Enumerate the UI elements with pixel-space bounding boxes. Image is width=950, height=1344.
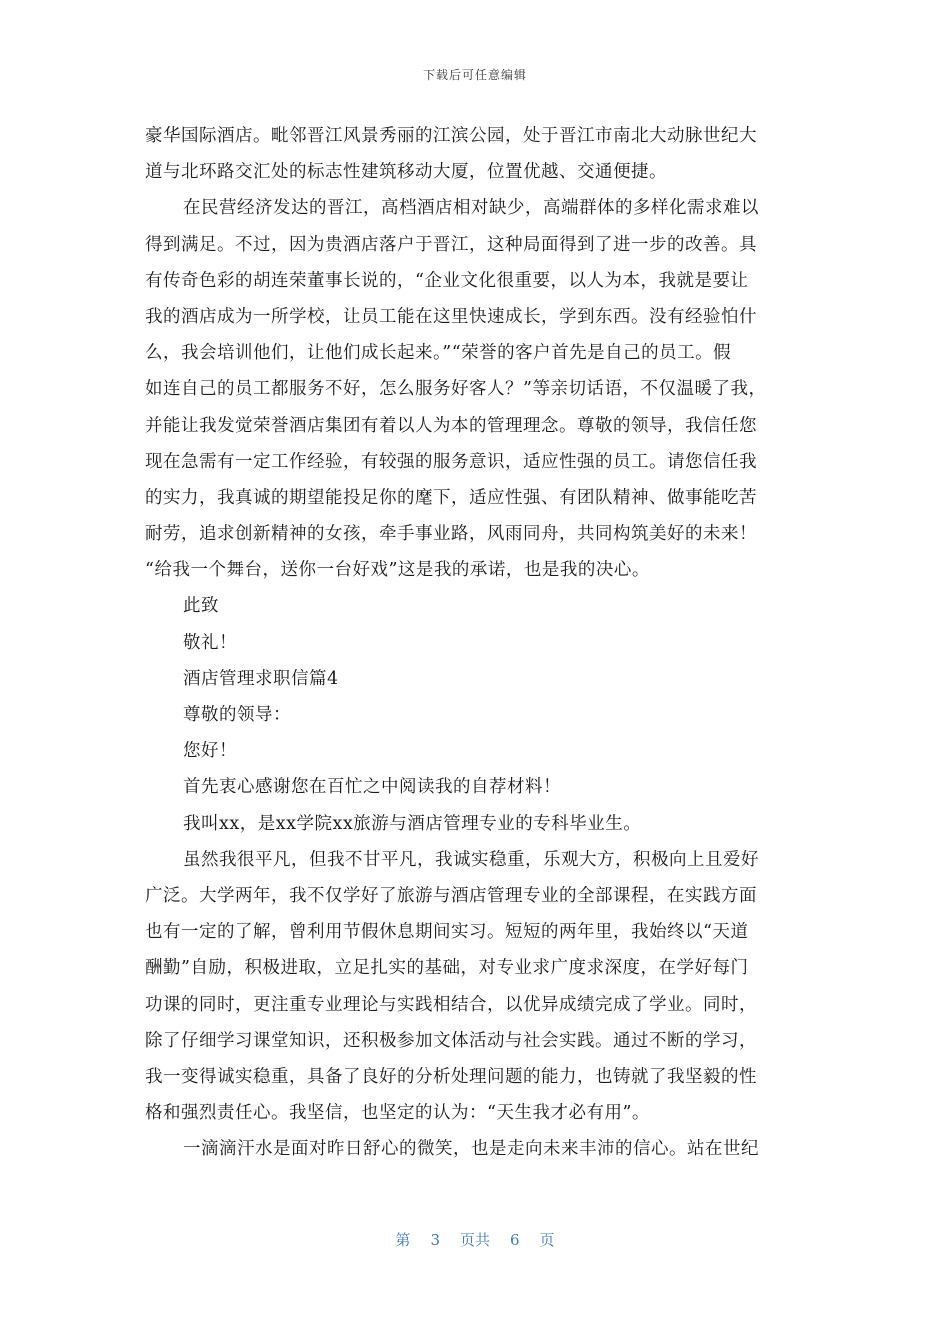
page-footer <box>0 1229 950 1250</box>
text-line: 酒店管理求职信篇4 <box>183 668 339 689</box>
text-line: 现在急需有一定工作经验，有较强的服务意识，适应性强的员工。请您信任我 <box>145 451 757 472</box>
text-line: 首先衷心感谢您在百忙之中阅读我的自荐材料！ <box>183 777 561 798</box>
text-line: 的实力，我真诚的期望能投足你的麾下，适应性强、有团队精神、做事能吃苦 <box>145 487 757 508</box>
footer-page-number: 3 <box>430 1231 440 1249</box>
text-line: 您好！ <box>183 741 237 762</box>
text-line: 酬勤”自励，积极进取，立足扎实的基础，对专业求广度求深度，在学好每门 <box>145 958 749 979</box>
text-line: 道与北环路交汇处的标志性建筑移动大厦，位置优越、交通便捷。 <box>145 162 667 183</box>
text-line: 此致 <box>183 596 219 617</box>
text-line: 敬礼！ <box>183 632 237 653</box>
text-line: 在民营经济发达的晋江，高档酒店相对缺少，高端群体的多样化需求难以 <box>183 198 759 219</box>
text-line: 尊敬的领导： <box>183 705 291 725</box>
text-line: 豪华国际酒店。毗邻晋江风景秀丽的江滨公园，处于晋江市南北大动脉世纪大 <box>145 126 757 146</box>
footer-page-label: 第 <box>395 1231 411 1249</box>
footer-total-label: 页共 <box>459 1231 490 1249</box>
text-line: 有传奇色彩的胡连荣董事长说的，“企业文化很重要，以人为本，我就是要让 <box>145 270 749 291</box>
footer-end-label: 页 <box>539 1231 555 1249</box>
text-line: 虽然我很平凡，但我不甘平凡，我诚实稳重，乐观大方，积极向上且爱好 <box>183 849 759 870</box>
text-line: 一滴滴汗水是面对昨日舒心的微笑，也是走向未来丰沛的信心。站在世纪 <box>183 1139 759 1160</box>
page-header: 下载后可任意编辑 <box>422 68 527 82</box>
text-line: 除了仔细学习课堂知识，还积极参加文体活动与社会实践。通过不断的学习， <box>145 1030 757 1051</box>
text-line: 耐劳，追求创新精神的女孩，牵手事业路，风雨同舟，共同构筑美好的未来！ <box>145 524 757 545</box>
document-body <box>145 118 810 1167</box>
text-line: 我一变得诚实稳重，具备了良好的分析处理问题的能力，也铸就了我坚毅的性 <box>145 1066 757 1087</box>
text-line: 如连自己的员工都服务不好，怎么服务好客人？”等亲切话语，不仅温暖了我， <box>145 379 767 400</box>
text-line: 功课的同时，更注重专业理论与实践相结合，以优异成绩完成了学业。同时， <box>145 994 757 1015</box>
text-line: 格和强烈责任心。我坚信，也坚定的认为：“天生我才必有用”。 <box>145 1103 650 1124</box>
text-line: 我的酒店成为一所学校，让员工能在这里快速成长，学到东西。没有经验怕什 <box>145 306 757 327</box>
text-line: “给我一个舞台，送你一台好戏”这是我的承诺，也是我的决心。 <box>145 560 650 581</box>
footer-total-number: 6 <box>510 1231 520 1249</box>
text-line: 并能让我发觉荣誉酒店集团有着以人为本的管理理念。尊敬的领导，我信任您 <box>145 415 757 436</box>
text-line: 得到满足。不过，因为贵酒店落户于晋江，这种局面得到了进一步的改善。具 <box>145 234 757 255</box>
text-line: 也有一定的了解，曾利用节假休息期间实习。短短的两年里，我始终以“天道 <box>145 922 749 943</box>
text-line: 么，我会培训他们，让他们成长起来。”“荣誉的客户首先是自己的员工。假 <box>145 343 732 364</box>
text-line: 广泛。大学两年，我不仅学好了旅游与酒店管理专业的全部课程，在实践方面 <box>145 885 757 906</box>
text-line: 我叫xx，是xx学院xx旅游与酒店管理专业的专科毕业生。 <box>183 813 642 834</box>
